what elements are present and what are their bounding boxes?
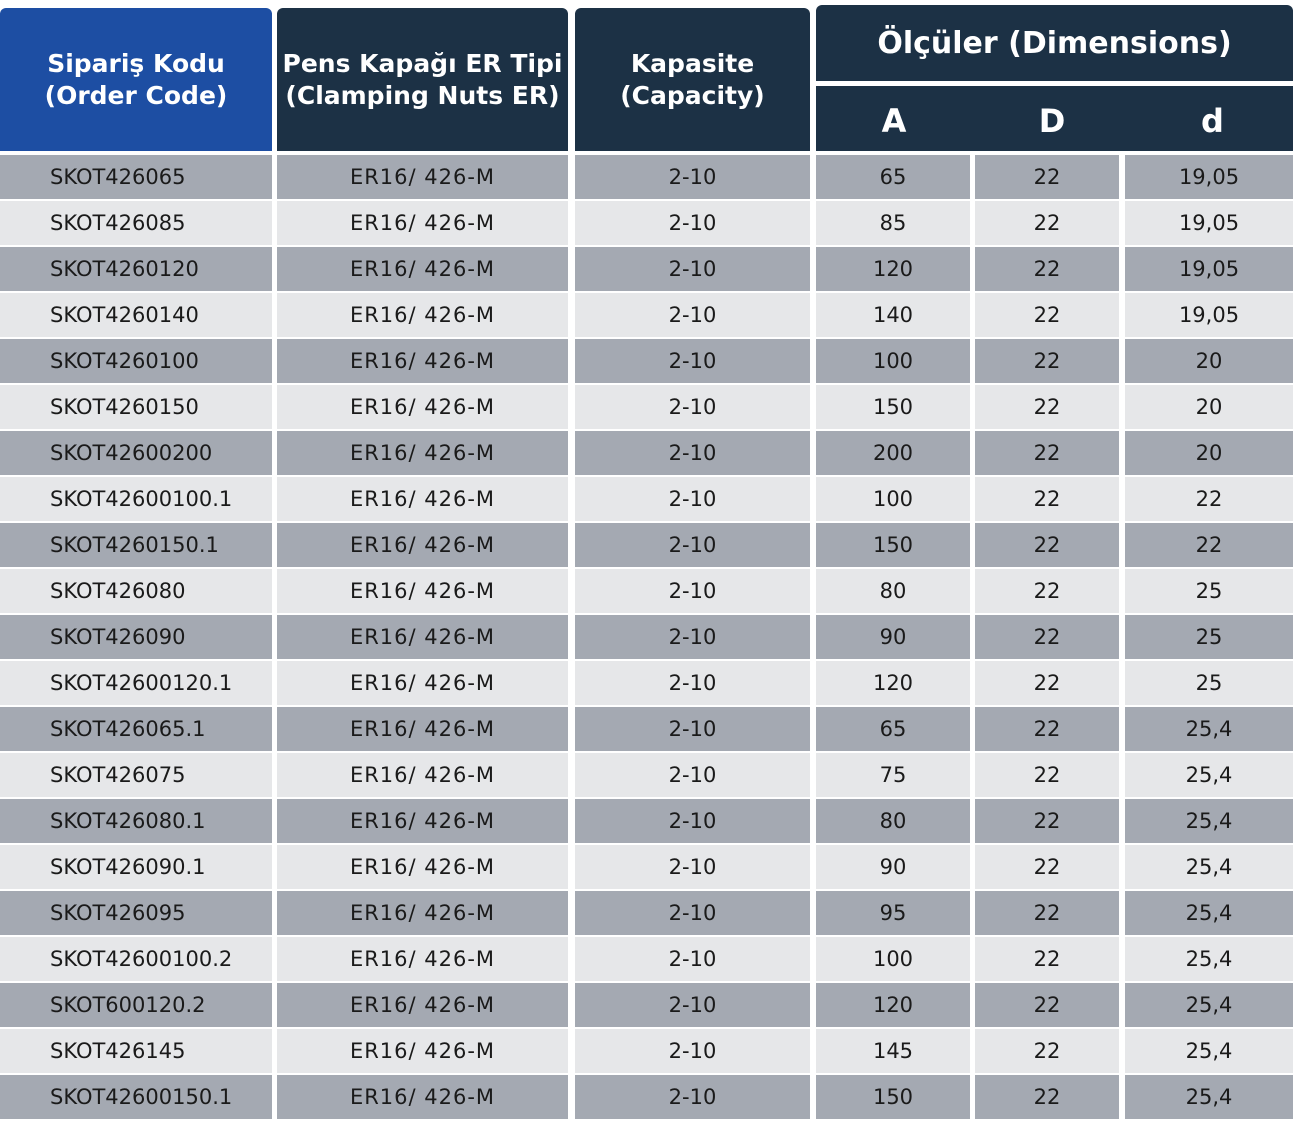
order-code-cell: SKOT42600100.1	[0, 477, 272, 521]
nut-type-cell: ER16/ 426-M	[277, 661, 568, 705]
dim-a-cell: 200	[816, 431, 970, 475]
order-code-cell: SKOT426080	[0, 569, 272, 613]
nut-type-cell: ER16/ 426-M	[277, 707, 568, 751]
order-code-cell: SKOT42600150.1	[0, 1075, 272, 1119]
capacity-cell: 2-10	[575, 293, 810, 337]
order-code-cell: SKOT4260150.1	[0, 523, 272, 567]
capacity-cell: 2-10	[575, 431, 810, 475]
dim-a-cell: 80	[816, 799, 970, 843]
capacity-cell: 2-10	[575, 661, 810, 705]
capacity-cell: 2-10	[575, 523, 810, 567]
nut-type-cell: ER16/ 426-M	[277, 247, 568, 291]
header-dimensions-label: Ölçüler (Dimensions)	[877, 25, 1232, 61]
dim-a-cell: 140	[816, 293, 970, 337]
order-code-cell: SKOT426065.1	[0, 707, 272, 751]
nut-type-cell: ER16/ 426-M	[277, 385, 568, 429]
capacity-cell: 2-10	[575, 385, 810, 429]
header-dim-small-d	[1132, 86, 1293, 151]
capacity-cell: 2-10	[575, 247, 810, 291]
order-code-cell: SKOT4260140	[0, 293, 272, 337]
nut-type-cell: ER16/ 426-M	[277, 937, 568, 981]
dim-big-d-cell: 22	[975, 385, 1119, 429]
order-code-cell: SKOT4260100	[0, 339, 272, 383]
dim-small-d-cell: 20	[1125, 385, 1293, 429]
dim-small-d-cell: 20	[1125, 431, 1293, 475]
dim-big-d-cell: 22	[975, 661, 1119, 705]
table-row	[0, 247, 1297, 293]
dim-small-d-cell: 25	[1125, 615, 1293, 659]
dim-a-cell: 85	[816, 201, 970, 245]
dim-big-d-cell: 22	[975, 937, 1119, 981]
order-code-cell: SKOT426095	[0, 891, 272, 935]
table-row	[0, 293, 1297, 339]
table-row	[0, 523, 1297, 569]
nut-type-cell: ER16/ 426-M	[277, 569, 568, 613]
order-code-cell: SKOT426085	[0, 201, 272, 245]
nut-type-cell: ER16/ 426-M	[277, 845, 568, 889]
capacity-cell: 2-10	[575, 569, 810, 613]
header-capacity-line1: Kapasite	[630, 48, 755, 78]
dim-a-cell: 65	[816, 707, 970, 751]
dim-big-d-cell: 22	[975, 155, 1119, 199]
dim-small-d-cell: 25,4	[1125, 891, 1293, 935]
nut-type-cell: ER16/ 426-M	[277, 1029, 568, 1073]
nut-type-cell: ER16/ 426-M	[277, 431, 568, 475]
order-code-cell: SKOT426090	[0, 615, 272, 659]
dim-small-d-cell: 19,05	[1125, 201, 1293, 245]
dim-small-d-cell: 19,05	[1125, 247, 1293, 291]
capacity-cell: 2-10	[575, 753, 810, 797]
dim-a-cell: 80	[816, 569, 970, 613]
dim-small-d-cell: 25,4	[1125, 753, 1293, 797]
dim-big-d-cell: 22	[975, 293, 1119, 337]
nut-type-cell: ER16/ 426-M	[277, 983, 568, 1027]
dim-small-d-cell: 19,05	[1125, 155, 1293, 199]
capacity-cell: 2-10	[575, 983, 810, 1027]
dim-small-d-cell: 19,05	[1125, 293, 1293, 337]
table-row	[0, 891, 1297, 937]
order-code-cell: SKOT42600100.2	[0, 937, 272, 981]
dim-small-d-cell: 25	[1125, 569, 1293, 613]
dim-big-d-cell: 22	[975, 1075, 1119, 1119]
table-row	[0, 707, 1297, 753]
capacity-cell: 2-10	[575, 477, 810, 521]
capacity-cell: 2-10	[575, 615, 810, 659]
dim-a-cell: 100	[816, 339, 970, 383]
order-code-cell: SKOT600120.2	[0, 983, 272, 1027]
header-order-code	[0, 8, 272, 151]
dim-big-d-cell: 22	[975, 569, 1119, 613]
header-order-code-line2: (Order Code)	[44, 80, 228, 110]
nut-type-cell: ER16/ 426-M	[277, 615, 568, 659]
order-code-cell: SKOT4260120	[0, 247, 272, 291]
dim-small-d-cell: 25,4	[1125, 707, 1293, 751]
order-code-cell: SKOT426145	[0, 1029, 272, 1073]
dim-big-d-cell: 22	[975, 431, 1119, 475]
capacity-cell: 2-10	[575, 1029, 810, 1073]
capacity-cell: 2-10	[575, 339, 810, 383]
header-nut-type-line2: (Clamping Nuts ER)	[285, 80, 560, 110]
dim-big-d-cell: 22	[975, 615, 1119, 659]
nut-type-cell: ER16/ 426-M	[277, 1075, 568, 1119]
order-code-cell: SKOT42600120.1	[0, 661, 272, 705]
dim-small-d-cell: 25,4	[1125, 1029, 1293, 1073]
capacity-cell: 2-10	[575, 155, 810, 199]
capacity-cell: 2-10	[575, 799, 810, 843]
table-row	[0, 983, 1297, 1029]
dim-a-cell: 100	[816, 937, 970, 981]
nut-type-cell: ER16/ 426-M	[277, 477, 568, 521]
table-row	[0, 339, 1297, 385]
order-code-cell: SKOT426065	[0, 155, 272, 199]
header-dim-a-label: A	[881, 101, 907, 140]
table-body	[0, 155, 1297, 1121]
dim-big-d-cell: 22	[975, 753, 1119, 797]
table-row	[0, 1029, 1297, 1075]
order-code-cell: SKOT4260150	[0, 385, 272, 429]
dim-a-cell: 120	[816, 983, 970, 1027]
dim-big-d-cell: 22	[975, 891, 1119, 935]
header-dimensions	[816, 5, 1293, 81]
nut-type-cell: ER16/ 426-M	[277, 155, 568, 199]
capacity-cell: 2-10	[575, 937, 810, 981]
nut-type-cell: ER16/ 426-M	[277, 523, 568, 567]
order-code-cell: SKOT42600200	[0, 431, 272, 475]
table-row	[0, 477, 1297, 523]
dim-big-d-cell: 22	[975, 523, 1119, 567]
dim-small-d-cell: 25	[1125, 661, 1293, 705]
dim-a-cell: 75	[816, 753, 970, 797]
capacity-cell: 2-10	[575, 707, 810, 751]
header-nut-type	[277, 8, 568, 151]
dim-big-d-cell: 22	[975, 247, 1119, 291]
dim-small-d-cell: 22	[1125, 523, 1293, 567]
nut-type-cell: ER16/ 426-M	[277, 339, 568, 383]
table-row	[0, 753, 1297, 799]
capacity-cell: 2-10	[575, 891, 810, 935]
nut-type-cell: ER16/ 426-M	[277, 753, 568, 797]
capacity-cell: 2-10	[575, 845, 810, 889]
dim-a-cell: 90	[816, 845, 970, 889]
table-row	[0, 937, 1297, 983]
nut-type-cell: ER16/ 426-M	[277, 799, 568, 843]
dim-a-cell: 65	[816, 155, 970, 199]
table-row	[0, 661, 1297, 707]
table-row	[0, 201, 1297, 247]
order-code-cell: SKOT426075	[0, 753, 272, 797]
dim-small-d-cell: 25,4	[1125, 983, 1293, 1027]
dim-big-d-cell: 22	[975, 339, 1119, 383]
dim-small-d-cell: 25,4	[1125, 845, 1293, 889]
dim-a-cell: 150	[816, 1075, 970, 1119]
header-dim-a	[816, 86, 972, 151]
nut-type-cell: ER16/ 426-M	[277, 293, 568, 337]
dim-a-cell: 100	[816, 477, 970, 521]
header-capacity	[575, 8, 810, 151]
header-capacity-line2: (Capacity)	[620, 80, 765, 110]
dim-big-d-cell: 22	[975, 1029, 1119, 1073]
capacity-cell: 2-10	[575, 1075, 810, 1119]
dim-small-d-cell: 20	[1125, 339, 1293, 383]
dim-big-d-cell: 22	[975, 799, 1119, 843]
dim-small-d-cell: 22	[1125, 477, 1293, 521]
table-row	[0, 385, 1297, 431]
header-nut-type-line1: Pens Kapağı ER Tipi	[282, 48, 563, 78]
order-code-cell: SKOT426090.1	[0, 845, 272, 889]
table-row	[0, 615, 1297, 661]
nut-type-cell: ER16/ 426-M	[277, 891, 568, 935]
nut-type-cell: ER16/ 426-M	[277, 201, 568, 245]
dim-small-d-cell: 25,4	[1125, 937, 1293, 981]
header-dim-small-d-label: d	[1201, 101, 1224, 140]
table-row	[0, 799, 1297, 845]
dim-a-cell: 150	[816, 523, 970, 567]
dim-a-cell: 90	[816, 615, 970, 659]
order-code-cell: SKOT426080.1	[0, 799, 272, 843]
table-row	[0, 431, 1297, 477]
header-dim-big-d	[972, 86, 1132, 151]
dim-big-d-cell: 22	[975, 707, 1119, 751]
dim-big-d-cell: 22	[975, 845, 1119, 889]
table-row	[0, 1075, 1297, 1121]
dim-a-cell: 120	[816, 661, 970, 705]
dim-small-d-cell: 25,4	[1125, 1075, 1293, 1119]
dim-a-cell: 150	[816, 385, 970, 429]
table-row	[0, 155, 1297, 201]
table-row	[0, 569, 1297, 615]
dim-small-d-cell: 25,4	[1125, 799, 1293, 843]
table-row	[0, 845, 1297, 891]
header-dim-big-d-label: D	[1038, 101, 1066, 140]
dim-big-d-cell: 22	[975, 983, 1119, 1027]
capacity-cell: 2-10	[575, 201, 810, 245]
dim-big-d-cell: 22	[975, 477, 1119, 521]
dim-a-cell: 145	[816, 1029, 970, 1073]
header-order-code-line1: Sipariş Kodu	[47, 48, 225, 78]
dim-big-d-cell: 22	[975, 201, 1119, 245]
dim-a-cell: 95	[816, 891, 970, 935]
dim-a-cell: 120	[816, 247, 970, 291]
